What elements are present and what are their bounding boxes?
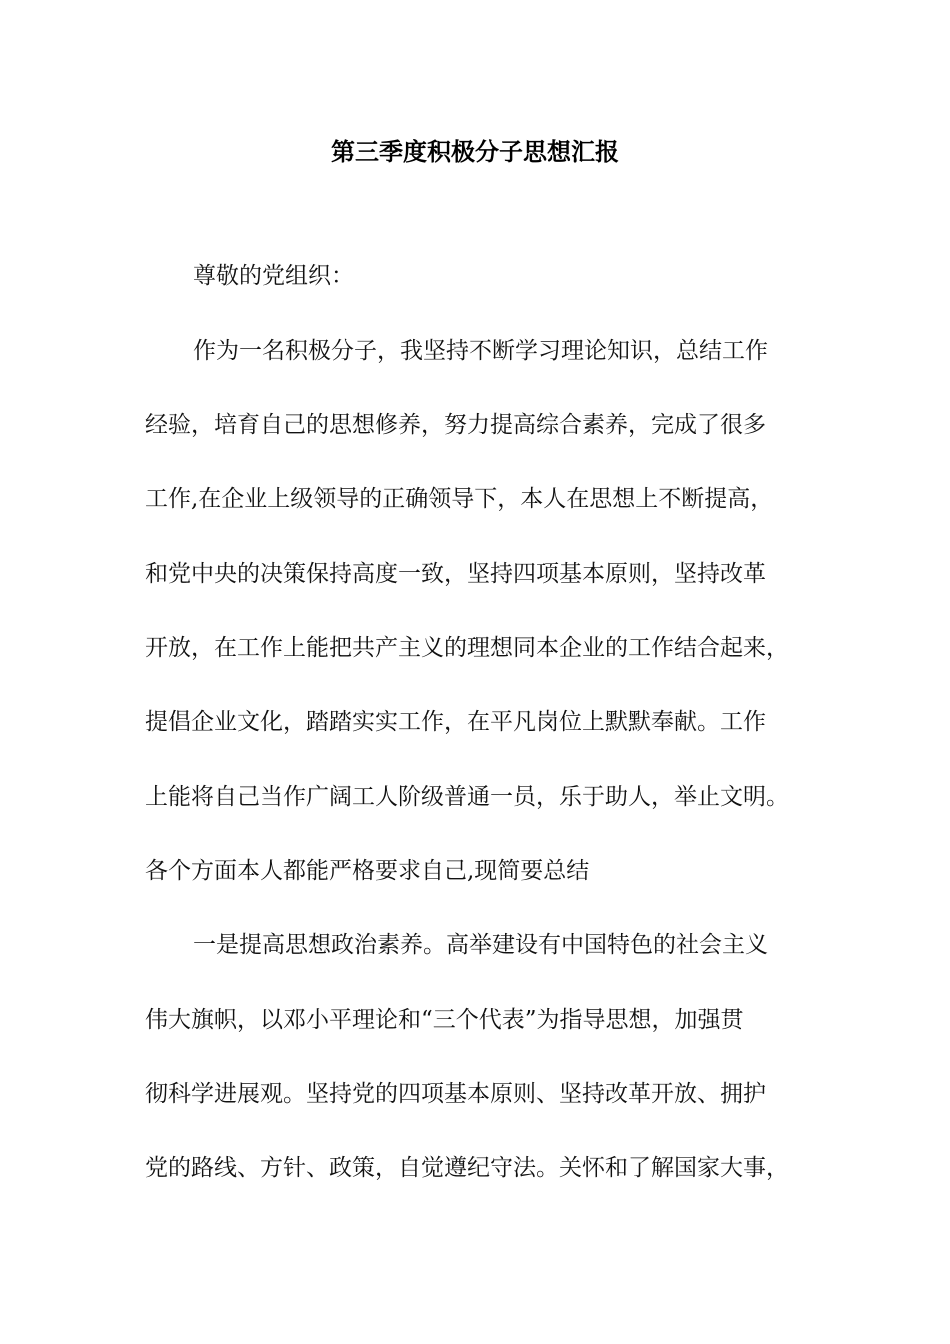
body-line: 彻科学进展观。坚持党的四项基本原则、坚持改革开放、拥护 [145,1081,766,1107]
body-line: 一是提高思想政治素养。高举建设有中国特色的社会主义 [193,932,768,958]
body-line: 提倡企业文化，踏踏实实工作，在平凡岗位上默默奉献。工作 [145,709,766,735]
body-line: 各个方面本人都能严格要求自己,现简要总结 [145,858,590,884]
body-line: 和党中央的决策保持高度一致，坚持四项基本原则，坚持改革 [145,561,766,587]
body-line: 作为一名积极分子，我坚持不断学习理论知识，总结工作 [193,338,768,364]
body-line: 经验，培育自己的思想修养，努力提高综合素养，完成了很多 [145,412,766,438]
body-line: 开放，在工作上能把共产主义的理想同本企业的工作结合起来， [145,635,789,661]
document-title: 第三季度积极分子思想汇报 [331,137,619,166]
body-line: 上能将自己当作广阔工人阶级普通一员，乐于助人，举止文明。 [145,784,789,810]
body-line: 工作,在企业上级领导的正确领导下，本人在思想上不断提高， [145,486,774,512]
body-line: 党的路线、方针、政策，自觉遵纪守法。关怀和了解国家大事， [145,1155,789,1181]
salutation-line: 尊敬的党组织： [193,263,354,289]
body-line: 伟大旗帜，以邓小平理论和“三个代表”为指导思想，加强贯 [145,1007,744,1033]
